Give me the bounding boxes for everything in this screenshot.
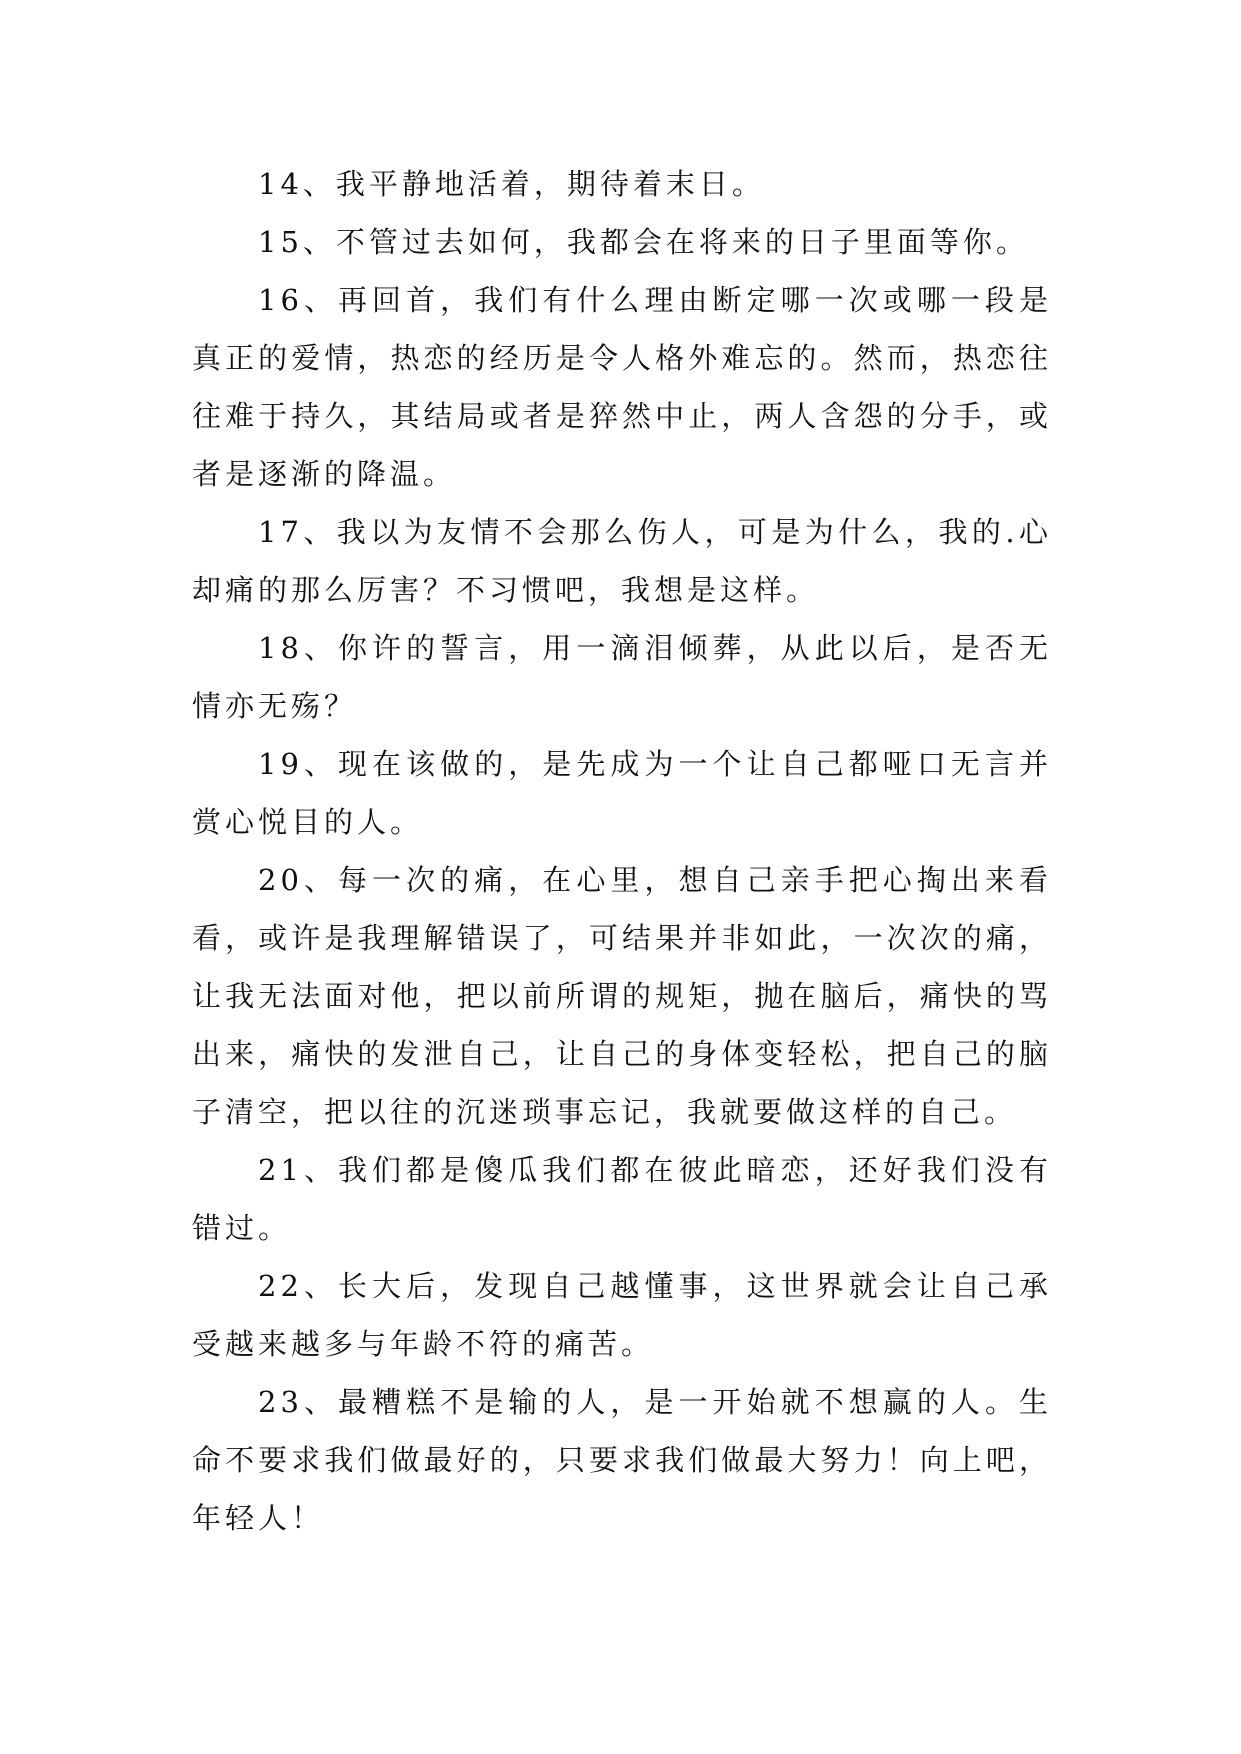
paragraph-20: 20、每一次的痛，在心里，想自己亲手把心掏出来看看，或许是我理解错误了，可结果并非如此，一次次的痛，让我无法面对他，把以前所谓的规矩，抛在脑后，痛快的骂出来，痛快的发泄自己，让自己的身体变轻松，把自己的脑子清空，把以往的沉迷琐事忘记，我就要做这样的自己。	[192, 863, 1052, 1129]
paragraph-19: 19、现在该做的，是先成为一个让自己都哑口无言并赏心悦目的人。	[192, 747, 1052, 839]
paragraph-18: 18、你许的誓言，用一滴泪倾葬，从此以后，是否无情亦无殇？	[192, 631, 1052, 723]
document-body	[192, 155, 1052, 1547]
paragraph-17: 17、我以为友情不会那么伤人，可是为什么，我的.心却痛的那么厉害？不习惯吧，我想是这样。	[192, 515, 1052, 607]
paragraph-22: 22、长大后，发现自己越懂事，这世界就会让自己承受越来越多与年龄不符的痛苦。	[192, 1269, 1052, 1361]
paragraph-15: 15、不管过去如何，我都会在将来的日子里面等你。	[258, 225, 1029, 259]
paragraph-23: 23、最糟糕不是输的人，是一开始就不想赢的人。生命不要求我们做最好的，只要求我们做最大努力！向上吧，年轻人！	[192, 1385, 1052, 1535]
paragraph-21: 21、我们都是傻瓜我们都在彼此暗恋，还好我们没有错过。	[192, 1153, 1052, 1245]
paragraph-14: 14、我平静地活着，期待着末日。	[258, 167, 765, 201]
paragraph-16: 16、再回首，我们有什么理由断定哪一次或哪一段是真正的爱情，热恋的经历是令人格外难忘的。然而，热恋往往难于持久，其结局或者是猝然中止，两人含怨的分手，或者是逐渐的降温。	[192, 283, 1052, 491]
